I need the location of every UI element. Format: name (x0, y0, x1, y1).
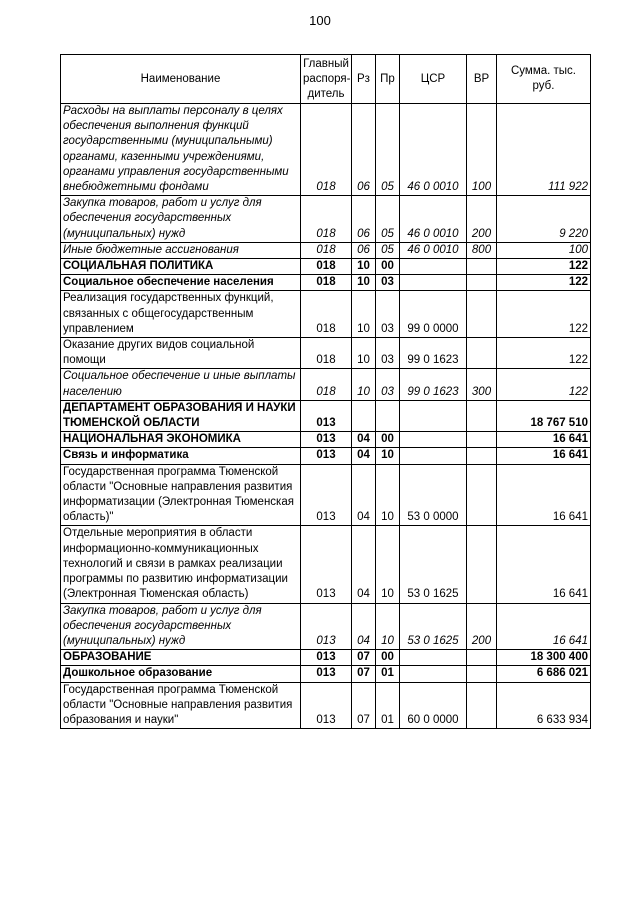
cell-pr: 03 (376, 275, 400, 291)
cell-rz: 10 (352, 259, 376, 275)
cell-vr (467, 400, 497, 431)
cell-pr: 10 (376, 603, 400, 650)
cell-pr: 10 (376, 464, 400, 526)
header-rz: Рз (352, 55, 376, 104)
cell-name: Реализация государственных функций, связанных с общегосударственным управлением (61, 291, 301, 338)
cell-pr: 03 (376, 291, 400, 338)
cell-csr: 46 0 0010 (400, 104, 467, 196)
page-number: 100 (309, 13, 331, 28)
cell-rz: 04 (352, 448, 376, 464)
cell-csr: 99 0 0000 (400, 291, 467, 338)
cell-sum: 6 633 934 (497, 682, 591, 729)
cell-manager: 018 (301, 104, 352, 196)
header-vr: ВР (467, 55, 497, 104)
table-row (61, 259, 591, 275)
cell-name: Связь и информатика (61, 448, 301, 464)
cell-csr (400, 432, 467, 448)
cell-rz: 07 (352, 666, 376, 682)
cell-rz: 10 (352, 369, 376, 400)
cell-rz: 10 (352, 291, 376, 338)
cell-pr: 03 (376, 369, 400, 400)
cell-pr: 03 (376, 338, 400, 369)
table-row (61, 400, 591, 431)
cell-pr (376, 400, 400, 431)
cell-vr (467, 291, 497, 338)
table-row (61, 650, 591, 666)
cell-pr: 00 (376, 259, 400, 275)
cell-name: Закупка товаров, работ и услуг для обеспечения государственных (муниципальных) нужд (61, 603, 301, 650)
cell-manager: 018 (301, 369, 352, 400)
table-row (61, 666, 591, 682)
cell-sum: 16 641 (497, 603, 591, 650)
cell-rz: 06 (352, 242, 376, 258)
cell-rz: 04 (352, 432, 376, 448)
cell-name: Дошкольное образование (61, 666, 301, 682)
cell-name: Расходы на выплаты персоналу в целях обеспечения выполнения функций государственными (муниципальными) органами, казенными учреждениями, органами управления государственными внебюджетными фондами (61, 104, 301, 196)
cell-sum: 18 767 510 (497, 400, 591, 431)
cell-name: Иные бюджетные ассигнования (61, 242, 301, 258)
cell-rz: 04 (352, 464, 376, 526)
table-row (61, 338, 591, 369)
cell-sum: 100 (497, 242, 591, 258)
cell-manager: 018 (301, 242, 352, 258)
cell-csr (400, 259, 467, 275)
cell-vr (467, 338, 497, 369)
table-row (61, 432, 591, 448)
table-row (61, 526, 591, 603)
cell-vr: 200 (467, 603, 497, 650)
cell-manager: 013 (301, 464, 352, 526)
cell-name: Государственная программа Тюменской области "Основные направления развития образования и науки" (61, 682, 301, 729)
cell-name: Отдельные мероприятия в области информационно-коммуникационных технологий и связи в рамках реализации программы по развитию информатизации (Электронная Тюменская область) (61, 526, 301, 603)
cell-sum: 16 641 (497, 464, 591, 526)
cell-csr (400, 666, 467, 682)
table-row (61, 242, 591, 258)
header-pr: Пр (376, 55, 400, 104)
header-name: Наименование (61, 55, 301, 104)
cell-sum: 122 (497, 259, 591, 275)
cell-csr (400, 275, 467, 291)
cell-manager: 013 (301, 432, 352, 448)
cell-csr: 99 0 1623 (400, 369, 467, 400)
cell-pr: 01 (376, 666, 400, 682)
cell-sum: 16 641 (497, 432, 591, 448)
cell-pr: 10 (376, 448, 400, 464)
cell-manager: 013 (301, 448, 352, 464)
cell-manager: 018 (301, 275, 352, 291)
table-header-row (61, 55, 591, 104)
cell-name: НАЦИОНАЛЬНАЯ ЭКОНОМИКА (61, 432, 301, 448)
cell-sum: 122 (497, 291, 591, 338)
cell-pr: 05 (376, 196, 400, 243)
table-row (61, 275, 591, 291)
header-manager: Главный распоря-дитель (301, 55, 352, 104)
cell-name: Социальное обеспечение и иные выплаты населению (61, 369, 301, 400)
cell-sum: 122 (497, 369, 591, 400)
cell-pr: 05 (376, 242, 400, 258)
budget-table (60, 54, 591, 729)
cell-vr (467, 448, 497, 464)
cell-csr: 53 0 0000 (400, 464, 467, 526)
header-sum: Сумма. тыс. руб. (497, 55, 591, 104)
cell-vr (467, 666, 497, 682)
cell-name: СОЦИАЛЬНАЯ ПОЛИТИКА (61, 259, 301, 275)
cell-name: ОБРАЗОВАНИЕ (61, 650, 301, 666)
cell-csr (400, 448, 467, 464)
cell-sum: 111 922 (497, 104, 591, 196)
cell-csr: 53 0 1625 (400, 526, 467, 603)
table-body (61, 104, 591, 729)
cell-manager: 013 (301, 400, 352, 431)
table-row (61, 464, 591, 526)
cell-sum: 16 641 (497, 448, 591, 464)
cell-sum: 16 641 (497, 526, 591, 603)
cell-name: Социальное обеспечение населения (61, 275, 301, 291)
cell-rz: 04 (352, 526, 376, 603)
table-row (61, 291, 591, 338)
cell-vr (467, 682, 497, 729)
cell-sum: 122 (497, 338, 591, 369)
cell-rz: 07 (352, 682, 376, 729)
cell-rz: 10 (352, 338, 376, 369)
cell-name: Закупка товаров, работ и услуг для обеспечения государственных (муниципальных) нужд (61, 196, 301, 243)
cell-rz: 10 (352, 275, 376, 291)
cell-vr (467, 526, 497, 603)
cell-csr: 46 0 0010 (400, 196, 467, 243)
cell-vr: 100 (467, 104, 497, 196)
cell-csr (400, 400, 467, 431)
cell-manager: 018 (301, 291, 352, 338)
cell-manager: 013 (301, 666, 352, 682)
cell-pr: 10 (376, 526, 400, 603)
cell-manager: 018 (301, 196, 352, 243)
cell-name: Государственная программа Тюменской области "Основные направления развития информатизации (Электронная Тюменская область)" (61, 464, 301, 526)
cell-manager: 018 (301, 259, 352, 275)
cell-sum: 9 220 (497, 196, 591, 243)
cell-sum: 122 (497, 275, 591, 291)
cell-pr: 01 (376, 682, 400, 729)
cell-vr (467, 432, 497, 448)
cell-rz: 07 (352, 650, 376, 666)
cell-pr: 05 (376, 104, 400, 196)
table-row (61, 448, 591, 464)
cell-vr: 800 (467, 242, 497, 258)
cell-rz: 06 (352, 104, 376, 196)
cell-manager: 013 (301, 682, 352, 729)
cell-csr: 46 0 0010 (400, 242, 467, 258)
table-row (61, 196, 591, 243)
cell-manager: 018 (301, 338, 352, 369)
cell-manager: 013 (301, 650, 352, 666)
header-csr: ЦСР (400, 55, 467, 104)
cell-pr: 00 (376, 432, 400, 448)
cell-sum: 18 300 400 (497, 650, 591, 666)
cell-name: Оказание других видов социальной помощи (61, 338, 301, 369)
cell-vr (467, 650, 497, 666)
cell-vr: 300 (467, 369, 497, 400)
table-row (61, 603, 591, 650)
cell-csr (400, 650, 467, 666)
cell-manager: 013 (301, 603, 352, 650)
cell-csr: 60 0 0000 (400, 682, 467, 729)
cell-sum: 6 686 021 (497, 666, 591, 682)
cell-rz: 06 (352, 196, 376, 243)
cell-vr: 200 (467, 196, 497, 243)
cell-name: ДЕПАРТАМЕНТ ОБРАЗОВАНИЯ И НАУКИ ТЮМЕНСКОЙ ОБЛАСТИ (61, 400, 301, 431)
cell-vr (467, 464, 497, 526)
cell-pr: 00 (376, 650, 400, 666)
cell-vr (467, 259, 497, 275)
cell-vr (467, 275, 497, 291)
table-row (61, 682, 591, 729)
cell-manager: 013 (301, 526, 352, 603)
cell-csr: 53 0 1625 (400, 603, 467, 650)
table-row (61, 369, 591, 400)
cell-csr: 99 0 1623 (400, 338, 467, 369)
cell-rz: 04 (352, 603, 376, 650)
cell-rz (352, 400, 376, 431)
table-row (61, 104, 591, 196)
